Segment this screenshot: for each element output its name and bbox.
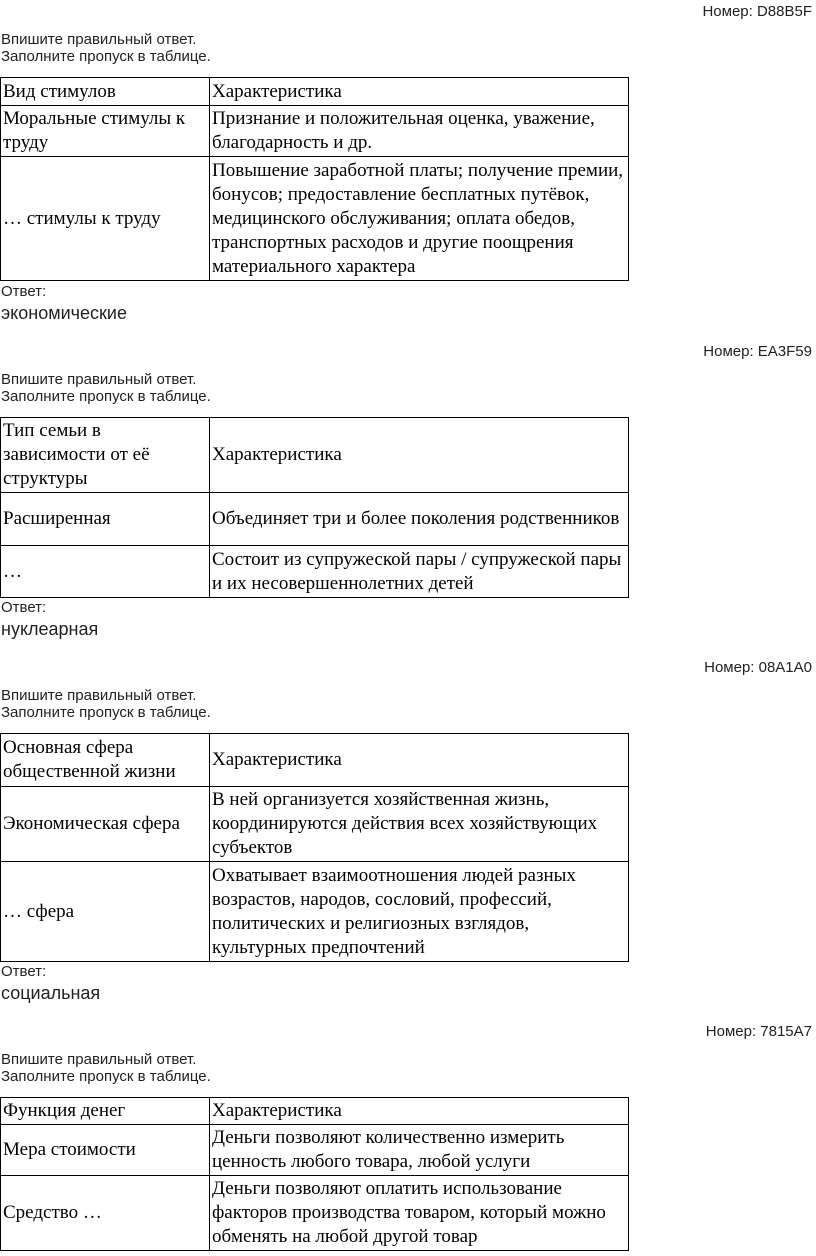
table-row (1, 78, 629, 106)
instruction-line-1: Впишите правильный ответ. (1, 371, 197, 388)
table-row (1, 546, 629, 598)
table-cell-blank: Средство … (1, 1176, 210, 1251)
table-cell: Повышение заработной платы; получение премии, бонусов; предоставление бесплатных путёвок, медицинского обслуживания; оплата обедов, транспортных расходов и другие поощрения материального характера (210, 157, 629, 281)
table-row (1, 418, 629, 493)
table-row (1, 1125, 629, 1176)
table-row (1, 787, 629, 862)
instruction-line-2: Заполните пропуск в таблице. (1, 48, 211, 65)
task-number: Номер: 7815A7 (705, 1023, 812, 1040)
table-row (1, 1098, 629, 1125)
table-cell: Основная сфера общественной жизни (1, 734, 210, 787)
instruction-line-2: Заполните пропуск в таблице. (1, 388, 211, 405)
table-cell: В ней организуется хозяйственная жизнь, координируются действия всех хозяйствующих субъектов (210, 787, 629, 862)
instruction-line-1: Впишите правильный ответ. (1, 687, 197, 704)
table-cell: Характеристика (210, 1098, 629, 1125)
table-cell-blank: … сфера (1, 862, 210, 962)
task-number: Номер: 08A1A0 (704, 659, 812, 676)
instruction-line-2: Заполните пропуск в таблице. (1, 1068, 211, 1085)
task-number: Номер: EA3F59 (703, 343, 812, 360)
table-row (1, 157, 629, 281)
table-cell: Функция денег (1, 1098, 210, 1125)
answer-value: нуклеарная (1, 619, 99, 639)
table-row (1, 106, 629, 157)
table-cell: Объединяет три и более поколения родственников (210, 493, 629, 546)
table-cell: Вид стимулов (1, 78, 210, 106)
task-table (0, 417, 629, 598)
table-cell-blank: … (1, 546, 210, 598)
table-cell: Охватывает взаимоотношения людей разных возрастов, народов, сословий, профессий, политических и религиозных взглядов, культурных предпочтений (210, 862, 629, 962)
table-cell: Моральные стимулы к труду (1, 106, 210, 157)
table-cell: Деньги позволяют оплатить использование факторов производства товаром, который можно обменять на любой другой товар (210, 1176, 629, 1251)
table-cell: Экономическая сфера (1, 787, 210, 862)
task-table (0, 77, 629, 281)
table-row (1, 1176, 629, 1251)
instruction-line-2: Заполните пропуск в таблице. (1, 704, 211, 721)
table-cell: Состоит из супружеской пары / супружеской пары и их несовершеннолетних детей (210, 546, 629, 598)
answer-value: социальная (1, 983, 101, 1003)
answer-value: экономические (1, 303, 127, 323)
answer-label: Ответ: (1, 283, 47, 300)
table-row (1, 493, 629, 546)
table-row (1, 862, 629, 962)
task-table (0, 733, 629, 962)
table-cell: Деньги позволяют количественно измерить ценность любого товара, любой услуги (210, 1125, 629, 1176)
answer-label: Ответ: (1, 599, 47, 616)
table-row (1, 734, 629, 787)
task-table (0, 1097, 629, 1251)
table-cell-blank: … стимулы к труду (1, 157, 210, 281)
task-number: Номер: D88B5F (702, 3, 812, 20)
table-cell: Тип семьи в зависимости от её структуры (1, 418, 210, 493)
table-cell: Расширенная (1, 493, 210, 546)
answer-label: Ответ: (1, 963, 47, 980)
table-cell: Характеристика (210, 78, 629, 106)
table-cell: Мера стоимости (1, 1125, 210, 1176)
instruction-line-1: Впишите правильный ответ. (1, 1051, 197, 1068)
table-cell: Признание и положительная оценка, уважение, благодарность и др. (210, 106, 629, 157)
table-cell: Характеристика (210, 418, 629, 493)
instruction-line-1: Впишите правильный ответ. (1, 31, 197, 48)
table-cell: Характеристика (210, 734, 629, 787)
